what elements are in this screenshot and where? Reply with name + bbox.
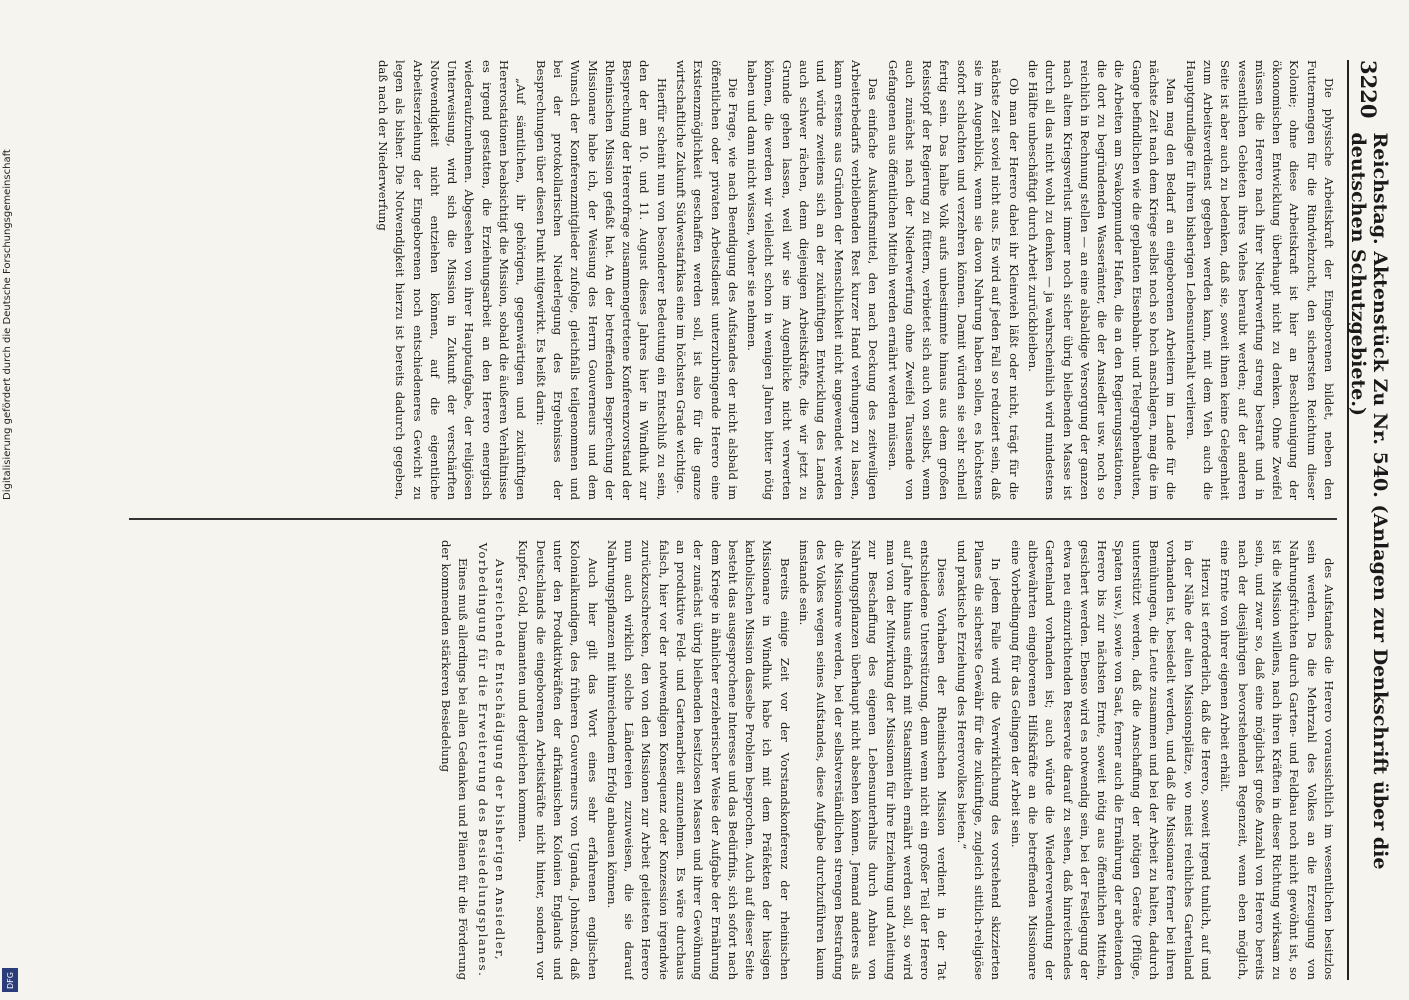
paragraph: Auch hier gilt das Wort eines sehr erfahrenen englischen Kolonialkundigen, des früheren Gouverneurs von Uganda, Johnston, daß unter den Produktivkräften der afrikanischen Kolonien Englands und Deutschlands die eingeborenen Arbeitskräfte nicht hinter, sondern vor Kupfer, Gold, Diamanten und dergleichen kommen. <box>516 540 600 980</box>
left-column <box>89 60 1337 500</box>
digitization-credit-text: Digitalisierung gefördert durch die Deutsche Forschungsgemeinschaft <box>2 149 13 500</box>
paragraph: Ob man der Herero dabei ihr Kleinvieh läßt oder nicht, trägt für die nächste Zeit soviel nicht aus. Es wird auf jeden Fall so reduziert sein, daß sie im Augenblick, wenn sie davon Nahrung haben sollen, es höchstens sofort schlachten und verzehren können. Damit würden sie sehr schnell fertig sein. Das halbe Volk aufs unbestimmte hinaus aus dem großen Reisstopf der Regierung zu füttern, verbietet sich auch von selbst, wenn auch zunächst nach der Niederwerfung ohne Zweifel Tausende von Gefangenen aus öffentlichen Mitteln werden ernährt werden müssen. <box>885 60 1021 500</box>
rotated-page-content <box>69 0 1409 1000</box>
page-header <box>1347 60 1389 980</box>
paragraph: In jedem Falle wird die Verwirklichung des vorstehend skizzierten Planes die sicherste Gewähr für die zukünftige, zugleich sittlich-religiöse und praktische Erziehung des Hererovolkes bieten.“ <box>954 540 1004 980</box>
paragraph: Eines muß allerdings bei allen Gedanken und Plänen für die Förderung der kommenden stärkeren Besiedelung <box>439 540 471 980</box>
page-number: 3220 <box>1356 60 1382 119</box>
dfg-logo-text: DFG <box>5 971 15 989</box>
section-heading: Ausreichende Entschädigung der bisherigen Ansiedler, Vorbedingung für die Erweiterung des Besiedelungsplanes. <box>475 542 508 978</box>
right-column <box>89 540 1337 980</box>
paragraph: Bereits einige Zeit vor der Vorstandskonferenz der rheinischen Missionare in Windhuk habe ich mit dem Präfekten der hiesigen katholischen Mission dasselbe Problem besprochen. Auch auf dieser Seite besteht das ausgesprochene Interesse und das Bedürfnis, sich sofort nach dem Kriege in ähnlicher erzieherischer Weise der Aufgabe der Ernährung der zunächst übrig bleibenden besitzlosen Massen und ihrer Gewöhnung an produktive Feld- und Gartenarbeit anzunehmen. Es wäre durchaus falsch, hier vor der notwendigen Konsequenz oder Konzession irgendwie zurückzuschrecken, den von den Missionen zur Arbeit geleiteten Herero nun auch wirklich solche Ländereien zuzuweisen, die sie darauf Nahrungspflanzen mit hinreichendem Erfolg anbauen können. <box>604 540 792 980</box>
column-divider <box>129 518 1337 520</box>
paragraph: Hierzu ist erforderlich, daß die Herero, soweit irgend tunlich, auf und in der Nähe der alten Missionsplätze, wo meist reichliches Gartenland vorhanden ist, besiedelt werden, und daß die Missionare ferner bei ihren Bemühungen, die Leute zusammen und bei der Arbeit zu halten, dadurch unterstützt werden, daß die Anschaffung der nötigen Geräte (Pflüge, Spaten usw.), sowie von Saat, ferner auch die Ernährung der arbeitenden Herero bis zur nächsten Ernte, soweit nötig aus öffentlichen Mitteln, gesichert werden. Ebenso wird es notwendig sein, bei der Festlegung der etwa neu einzurichtenden Reservate darauf zu sehen, daß hinreichendes Gartenland vorhanden ist; auch würde die Wiederverwendung der altbewährten eingeborenen Hilfskräfte an die betreffenden Missionare eine Vorbedingung für das Gelingen der Arbeit sein. <box>1008 540 1213 980</box>
paragraph: Das einfache Auskunftsmittel, den nach Deckung des zeitweiligen Arbeiterbedarfs verbleibenden Rest kurzer Hand verhungern zu lassen, kann erstens aus Gründen der Menschlichkeit nicht angewendet werden und würde zweitens sich an der zukünftigen Entwicklung des Landes auch schwer rächen, denn diejenigen Arbeitskräfte, die wir jetzt zu Grunde gehen lassen, weil wir sie im Augenblicke nicht verwerten können, die werden wir vielleicht schon in wenigen Jahren bitter nötig haben und dann nicht wissen, woher sie nehmen. <box>745 60 881 500</box>
paragraph: Man mag den Bedarf an eingeborenen Arbeitern im Lande für die nächste Zeit nach dem Kriege selbst noch so hoch anschlagen, mag die im Gange befindlichen wie die geplanten Eisenbahn- und Telegraphenbauten, die Arbeiten am Swakopmunder Hafen, die an den Regierungsstationen, die dort zu begründenden Wasserämter, die der Ansiedler usw. noch so reichlich in Rechnung stellen — an eine alsbaldige Versorgung der ganzen nach altem Kriegsverlust immer noch sicher übrig bleibenden Masse ist durch all das nicht wohl zu denken — ja wahrscheinlich wird mindestens die Hälfte unbeschäftigt durch Arbeit zurückbleiben. <box>1025 60 1179 500</box>
paragraph: Die Frage, wie nach Beendigung des Aufstandes der nicht alsbald im öffentlichen oder privaten Arbeitsdienst unterzubringende Herero eine Existenzmöglichkeit geschaffen werden soll, ist also für die ganze wirtschaftliche Zukunft Südwestafrikas eine im höchsten Grade wichtige. <box>674 60 740 500</box>
paragraph: Die physische Arbeitskraft der Eingeborenen bildet, neben den Futtermengen für die Rindviehzucht, den sichersten Reichtum dieser Kolonie; ohne diese Arbeitskraft ist hier an Beschleunigung der ökonomischen Entwicklung überhaupt nicht zu denken. Ohne Zweifel müssen die Herero nach ihrer Niederwerfung streng bestraft und in wesentlichen Gebieten ihres Viehes beraubt werden; auf der anderen Seite ist aber auch zu bedenken, daß sie, soweit ihnen keine Gelegenheit zum Arbeitsverdienst gegeben werden kann, mit dem Vieh auch die Hauptgrundlage für ihren bisherigen Lebensunterhalt verlieren. <box>1183 60 1336 500</box>
page-title: Reichstag. Aktenstück Zu Nr. 540. (Anlagen zur Denkschrift über die deutschen Schutzgebiete.) <box>1347 132 1391 870</box>
digitization-credit <box>0 0 20 1000</box>
paragraph: des Aufstandes die Herero voraussichtlich im wesentlichen besitzlos sein werden. Da die Mehrzahl des Volkes an die Erzeugung von Nahrungsfrüchten durch Garten- und Feldbau noch nicht gewöhnt ist, so ist die Mission willens, nach ihren Kräften in dieser Richtung wirksam zu sein, und zwar so, daß eine möglichst große Anzahl von Herero bereits nach der diesjährigen bevorstehenden Regenzeit, wenn eben möglich, eine Ernte von ihrer eigenen Arbeit erhält. <box>1218 540 1336 980</box>
paragraph: Hierfür scheint nun von besonderer Bedeutung ein Entschluß zu sein, den der am 10. und 11. August dieses Jahres hier in Windhuk zur Besprechung der Hererofrage zusammengetretene Konferenzvorstand der Rheinischen Mission gefaßt hat. An der betreffenden Besprechung der Missionare habe ich, der Weisung des Herrn Gouverneurs und dem Wunsch der Konferenzmitglieder zufolge, gleichfalls teilgenommen und bei der protokollarischen Niederlegung des Ergebnisses der Besprechungen über diesen Punkt mitgewirkt. Es heißt darin: <box>533 60 669 500</box>
paragraph: „Auf sämtlichen, ihr gehörigen, gegenwärtigen und zukünftigen Hererostationen beabsichtigt die Mission, sobald die äußeren Verhältnisse es irgend gestatten, die Erziehungsarbeit an den Herero energisch wiederaufzunehmen. Abgesehen von ihrer Hauptaufgabe, der religiösen Unterweisung, wird sich die Mission in Zukunft der verschärften Notwendigkeit nicht entziehen können, auf die eigentliche Arbeitserziehung der Eingeborenen noch entschiedeneres Gewicht zu legen als bisher. Die Notwendigkeit hierzu ist bereits dadurch gegeben, daß nach der Niederwerfung <box>375 60 529 500</box>
dfg-logo <box>2 968 18 992</box>
paragraph: Dieses Vorhaben der Rheinischen Mission verdient in der Tat entschiedene Unterstützung, denn wenn nicht ein großer Teil der Herero auf Jahre hinaus einfach mit Staatsmitteln ernährt werden soll, so wird man von der Mitwirkung der Missionen für ihre Erziehung und Anleitung zur Beschaffung des eigenen Lebensunterhalts durch Anbau von Nahrungspflanzen überhaupt nicht absehen können. Jemand anderes als die Missionare werden, bei der selbstverständlichen strengen Bestrafung des Volkes wegen seines Aufstandes, diese Aufgabe durchzuführen kaum imstande sein. <box>797 540 950 980</box>
